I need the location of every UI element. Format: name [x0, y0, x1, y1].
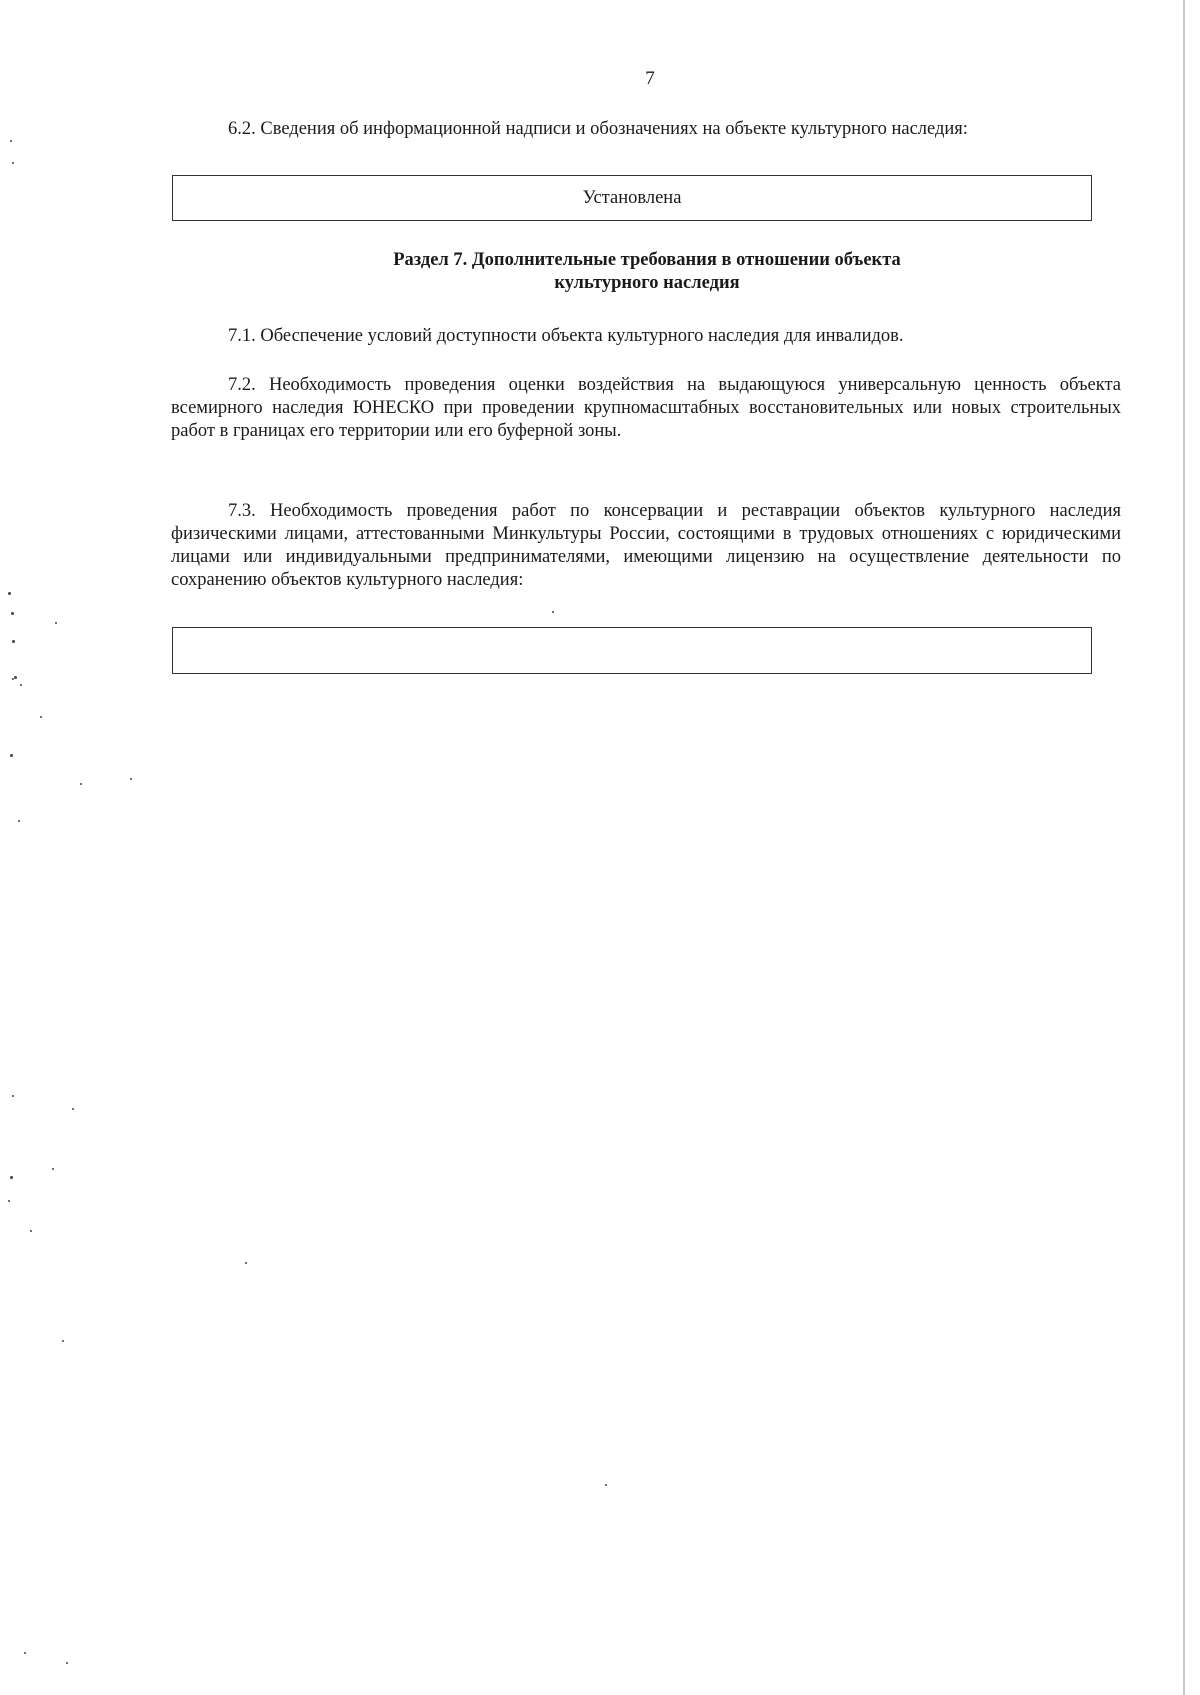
- item-7-2-text: 7.2. Необходимость проведения оценки воздействия на выдающуюся универсальную ценность объекта всемирного наследия ЮНЕСКО при проведении крупномасштабных восстановительных или новых строительных работ в границах его территории или его буферной зоны.: [171, 375, 1121, 441]
- section-7-heading: [172, 249, 1122, 295]
- restoration-requirements-box: [172, 627, 1092, 674]
- info-inscription-value: Установлена: [582, 188, 682, 208]
- scan-speck: [30, 1230, 32, 1232]
- scan-speck: [605, 1484, 607, 1486]
- item-7-3-text: 7.3. Необходимость проведения работ по консервации и реставрации объектов культурного наследия физическими лицами, аттестованными Минкультуры России, состоящими в трудовых отношениях с юридическими лицами или индивидуальными предпринимателями, имеющими лицензию на осуществление деятельности по сохранению объектов культурного наследия:: [171, 501, 1121, 590]
- page-edge-line: [1183, 0, 1185, 1695]
- scan-speck: [14, 676, 17, 679]
- info-inscription-box: [172, 175, 1092, 221]
- scan-speck: [18, 820, 20, 822]
- scan-speck: [12, 640, 15, 643]
- scan-speck: [80, 783, 82, 785]
- section-7-heading-line2: культурного наследия: [554, 273, 740, 293]
- scan-speck: [52, 1168, 54, 1170]
- scan-speck: [245, 1262, 247, 1264]
- scan-speck: [8, 1200, 10, 1202]
- scan-speck: [55, 622, 57, 624]
- scan-speck: [11, 612, 14, 615]
- scan-speck: [552, 611, 554, 613]
- section-7-heading-line1: Раздел 7. Дополнительные требования в отношении объекта: [393, 250, 901, 270]
- scan-speck: [130, 778, 132, 780]
- item-7-1-text: 7.1. Обеспечение условий доступности объекта культурного наследия для инвалидов.: [228, 326, 904, 346]
- scan-speck: [12, 678, 14, 680]
- scan-speck: [40, 716, 42, 718]
- scan-speck: [66, 1662, 68, 1664]
- scan-speck: [12, 162, 14, 164]
- scan-speck: [10, 754, 13, 757]
- scan-speck: [72, 1108, 74, 1110]
- scan-speck: [10, 140, 12, 142]
- scan-speck: [24, 1652, 26, 1654]
- scan-speck: [12, 1095, 14, 1097]
- scan-speck: [20, 684, 22, 686]
- scan-speck: [8, 592, 11, 595]
- scan-speck: [62, 1340, 64, 1342]
- item-6-2-text: 6.2. Сведения об информационной надписи и обозначениях на объекте культурного наследия:: [228, 119, 968, 139]
- scan-speck: [10, 1176, 13, 1179]
- page-number: 7: [645, 68, 655, 89]
